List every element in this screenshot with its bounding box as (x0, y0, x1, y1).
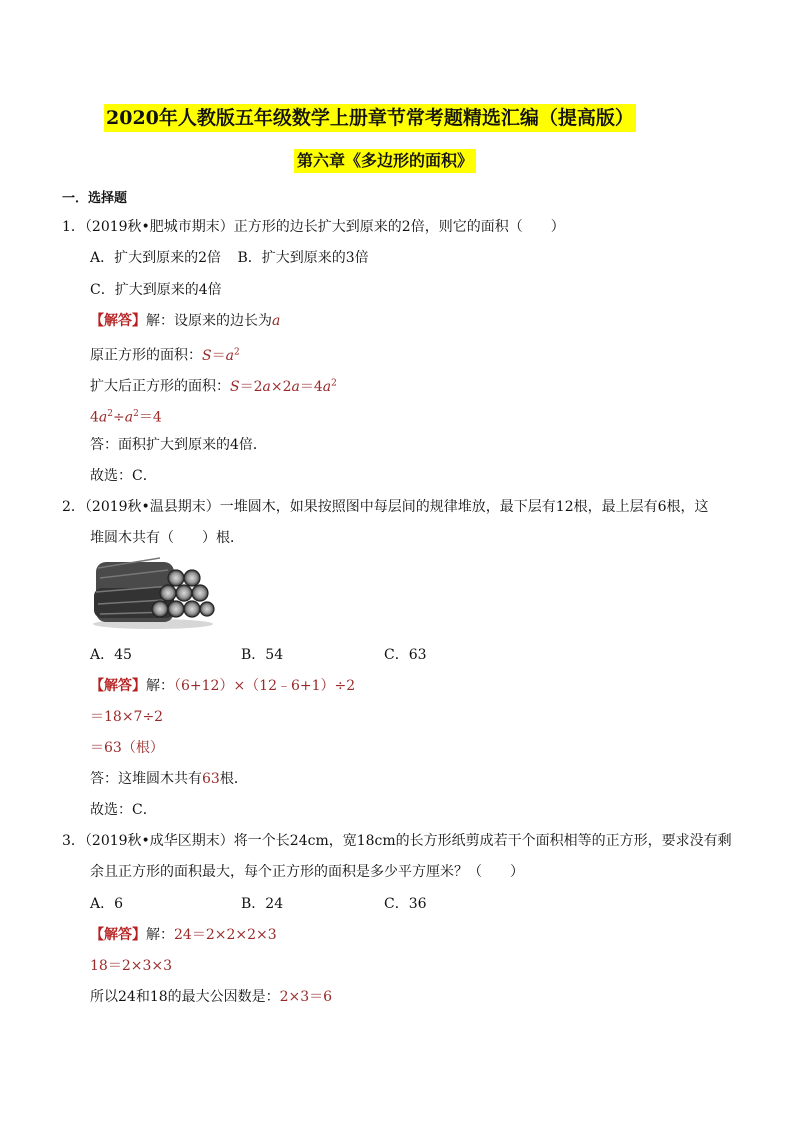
q2-solution-line2: ＝18×7÷2 (90, 709, 164, 725)
q1-solution-line1 (90, 311, 280, 331)
q3-stem-line2: 余且正方形的面积最大，每个正方形的面积是多少平方厘米？（ ） (90, 864, 524, 880)
q1-solution-line6: 故选：C． (90, 468, 157, 484)
q3-stem-line1: 3．（2019秋•成华区期末）将一个长24cm，宽18cm的长方形纸剪成若干个面积相等的正方形，要求没有剩 (62, 833, 732, 849)
q1-solution-line5: 答：面积扩大到原来的4倍． (90, 437, 267, 453)
q1-solution-line2 (90, 342, 240, 366)
q2-stem-line2: 堆圆木共有（ ）根． (90, 530, 244, 546)
q3-option-a[interactable]: A．6 (90, 896, 124, 912)
q1-options-row (90, 248, 369, 268)
q1-solution-line4: $4a^2\div a^2=4$ (90, 409, 162, 426)
q2-sol4-unit: 根． (219, 771, 248, 787)
q3-solution-line1 (90, 925, 277, 945)
q1-sol1-text: 解：设原来的边长为 (146, 313, 272, 329)
q1-option-b[interactable]: B．扩大到原来的3倍 (237, 250, 369, 266)
q2-solution-line5: 故选：C． (90, 802, 157, 818)
q1-sol3-formula: $S=2a\times 2a=4a^2$ (230, 378, 337, 395)
section-heading: 一．选择题 (62, 191, 128, 206)
q1-option-a[interactable]: A．扩大到原来的2倍 (90, 250, 222, 266)
q1-solution-line3 (90, 373, 337, 397)
q3-sol3-text: 所以24和18的最大公因数是： (90, 989, 280, 1005)
q2-answer-tag: 【解答】 (90, 678, 146, 694)
page-title: 2020年人教版五年级数学上册章节常考题精选汇编（提高版） (104, 104, 636, 132)
q3-answer-tag: 【解答】 (90, 927, 146, 943)
q3-sol1-formula: 24＝2×2×2×3 (174, 927, 277, 943)
q2-stem-line1: 2．（2019秋•温县期末）一堆圆木，如果按照图中每层间的规律堆放，最下层有12根，最上层有6根，这 (62, 499, 709, 515)
q1-stem: 1．（2019秋•肥城市期末）正方形的边长扩大到原来的2倍，则它的面积（ ） (62, 219, 565, 235)
q3-option-c[interactable]: C．36 (384, 896, 427, 912)
q3-option-b[interactable]: B．24 (241, 896, 284, 912)
q2-sol1-formula: （6+12）×（12﹣6+1）÷2 (174, 678, 356, 694)
q2-solution-line4 (90, 769, 248, 789)
q3-solution-line3 (90, 987, 332, 1007)
q3-sol1-text: 解： (146, 927, 174, 943)
log-pile-image (90, 548, 216, 630)
q2-sol4-number: 63 (202, 771, 220, 787)
q3-sol3-formula: 2×3＝6 (279, 989, 333, 1005)
q1-answer-tag: 【解答】 (90, 313, 146, 329)
q2-option-c[interactable]: C．63 (384, 647, 427, 663)
q2-option-b[interactable]: B．54 (241, 647, 284, 663)
q1-option-c[interactable]: C．扩大到原来的4倍 (90, 282, 222, 298)
q3-solution-line2: 18＝2×3×3 (90, 958, 172, 974)
q1-sol2-label: 原正方形的面积： (90, 347, 202, 364)
q2-sol4-text: 答：这堆圆木共有 (90, 771, 202, 787)
chapter-title: 第六章《多边形的面积》 (294, 149, 476, 173)
q1-sol2-formula: $S=a^2$ (202, 347, 240, 364)
q2-solution-line3: ＝63（根） (90, 740, 164, 756)
q1-sol3-label: 扩大后正方形的面积： (90, 378, 230, 395)
q1-sol1-var: a (272, 313, 281, 329)
q2-sol1-text: 解： (146, 678, 174, 694)
q2-solution-line1 (90, 676, 355, 696)
q2-option-a[interactable]: A．45 (90, 647, 132, 663)
